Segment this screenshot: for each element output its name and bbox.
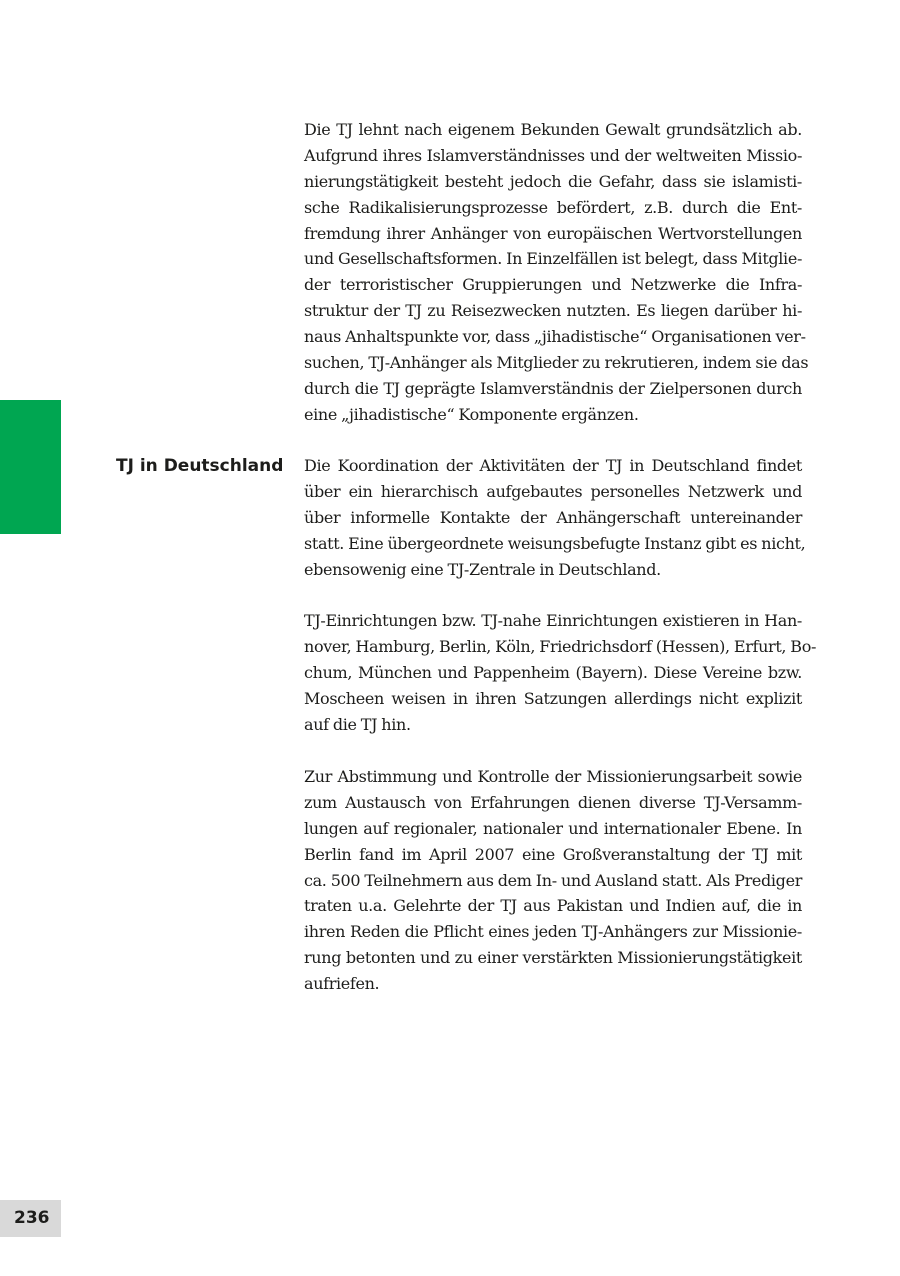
text-line: Die TJ lehnt nach eigenem Bekunden Gewalt grundsätzlich ab.: [304, 120, 802, 139]
text-line: Moscheen weisen in ihren Satzungen allerdings nicht explizit: [304, 688, 802, 708]
text-line: Berlin fand im April 2007 eine Großveranstaltung der TJ mit: [304, 844, 802, 864]
text-line: über ein hierarchisch aufgebautes personelles Netzwerk und: [304, 481, 802, 501]
text-line: auf die TJ hin.: [304, 714, 411, 734]
text-line: durch die TJ geprägte Islamverständnis der Zielpersonen durch: [304, 378, 802, 398]
chapter-color-tab: [0, 400, 61, 534]
text-line: der terroristischer Gruppierungen und Netzwerke die Infra-: [304, 275, 802, 295]
text-line: über informelle Kontakte der Anhängerschaft untereinander: [304, 507, 802, 527]
text-line: statt. Eine übergeordnete weisungsbefugte Instanz gibt es nicht,: [304, 533, 806, 553]
section-paragraph-institutions: [304, 608, 817, 737]
text-line: fremdung ihrer Anhänger von europäischen Wertvorstellungen: [304, 223, 802, 243]
text-line: naus Anhaltspunkte vor, dass „jihadistische“ Organisationen ver-: [304, 327, 806, 347]
section-heading: TJ in Deutschland: [116, 456, 284, 476]
text-line: zum Austausch von Erfahrungen dienen diverse TJ-Versamm-: [304, 792, 802, 812]
text-line: nover, Hamburg, Berlin, Köln, Friedrichsdorf (Hessen), Erfurt, Bo-: [304, 636, 817, 656]
intro-paragraph: [304, 117, 809, 428]
text-line: struktur der TJ zu Reisezwecken nutzten. Es liegen darüber hi-: [304, 301, 802, 321]
text-line: traten u.a. Gelehrte der TJ aus Pakistan und Indien auf, die in: [304, 896, 802, 916]
text-line: lungen auf regionaler, nationaler und internationaler Ebene. In: [304, 818, 802, 838]
text-line: sche Radikalisierungsprozesse befördert, z.B. durch die Ent-: [304, 197, 802, 217]
text-line: Aufgrund ihres Islamverständnisses und der weltweiten Missio-: [304, 145, 802, 165]
text-line: aufriefen.: [304, 974, 380, 994]
text-line: ca. 500 Teilnehmern aus dem In- und Ausland statt. Als Prediger: [304, 870, 802, 890]
section-paragraph-coordination: [304, 453, 806, 582]
page-number: 236: [0, 1200, 61, 1237]
text-line: suchen, TJ-Anhänger als Mitglieder zu rekrutieren, indem sie das: [304, 353, 809, 373]
section-paragraph-gatherings: [304, 764, 802, 997]
text-line: nierungstätigkeit besteht jedoch die Gefahr, dass sie islamisti-: [304, 171, 802, 191]
text-line: ihren Reden die Pflicht eines jeden TJ-Anhängers zur Missionie-: [304, 922, 802, 942]
text-line: Die Koordination der Aktivitäten der TJ in Deutschland findet: [304, 456, 802, 475]
text-line: ebensowenig eine TJ-Zentrale in Deutschland.: [304, 559, 661, 579]
text-line: und Gesellschaftsformen. In Einzelfällen ist belegt, dass Mitglie-: [304, 249, 802, 269]
text-line: TJ-Einrichtungen bzw. TJ-nahe Einrichtungen existieren in Han-: [304, 611, 802, 630]
text-line: rung betonten und zu einer verstärkten Missionierungstätigkeit: [304, 948, 802, 968]
text-line: chum, München und Pappenheim (Bayern). Diese Vereine bzw.: [304, 662, 802, 682]
text-line: eine „jihadistische“ Komponente ergänzen.: [304, 404, 639, 424]
text-line: Zur Abstimmung und Kontrolle der Missionierungsarbeit sowie: [304, 767, 802, 786]
